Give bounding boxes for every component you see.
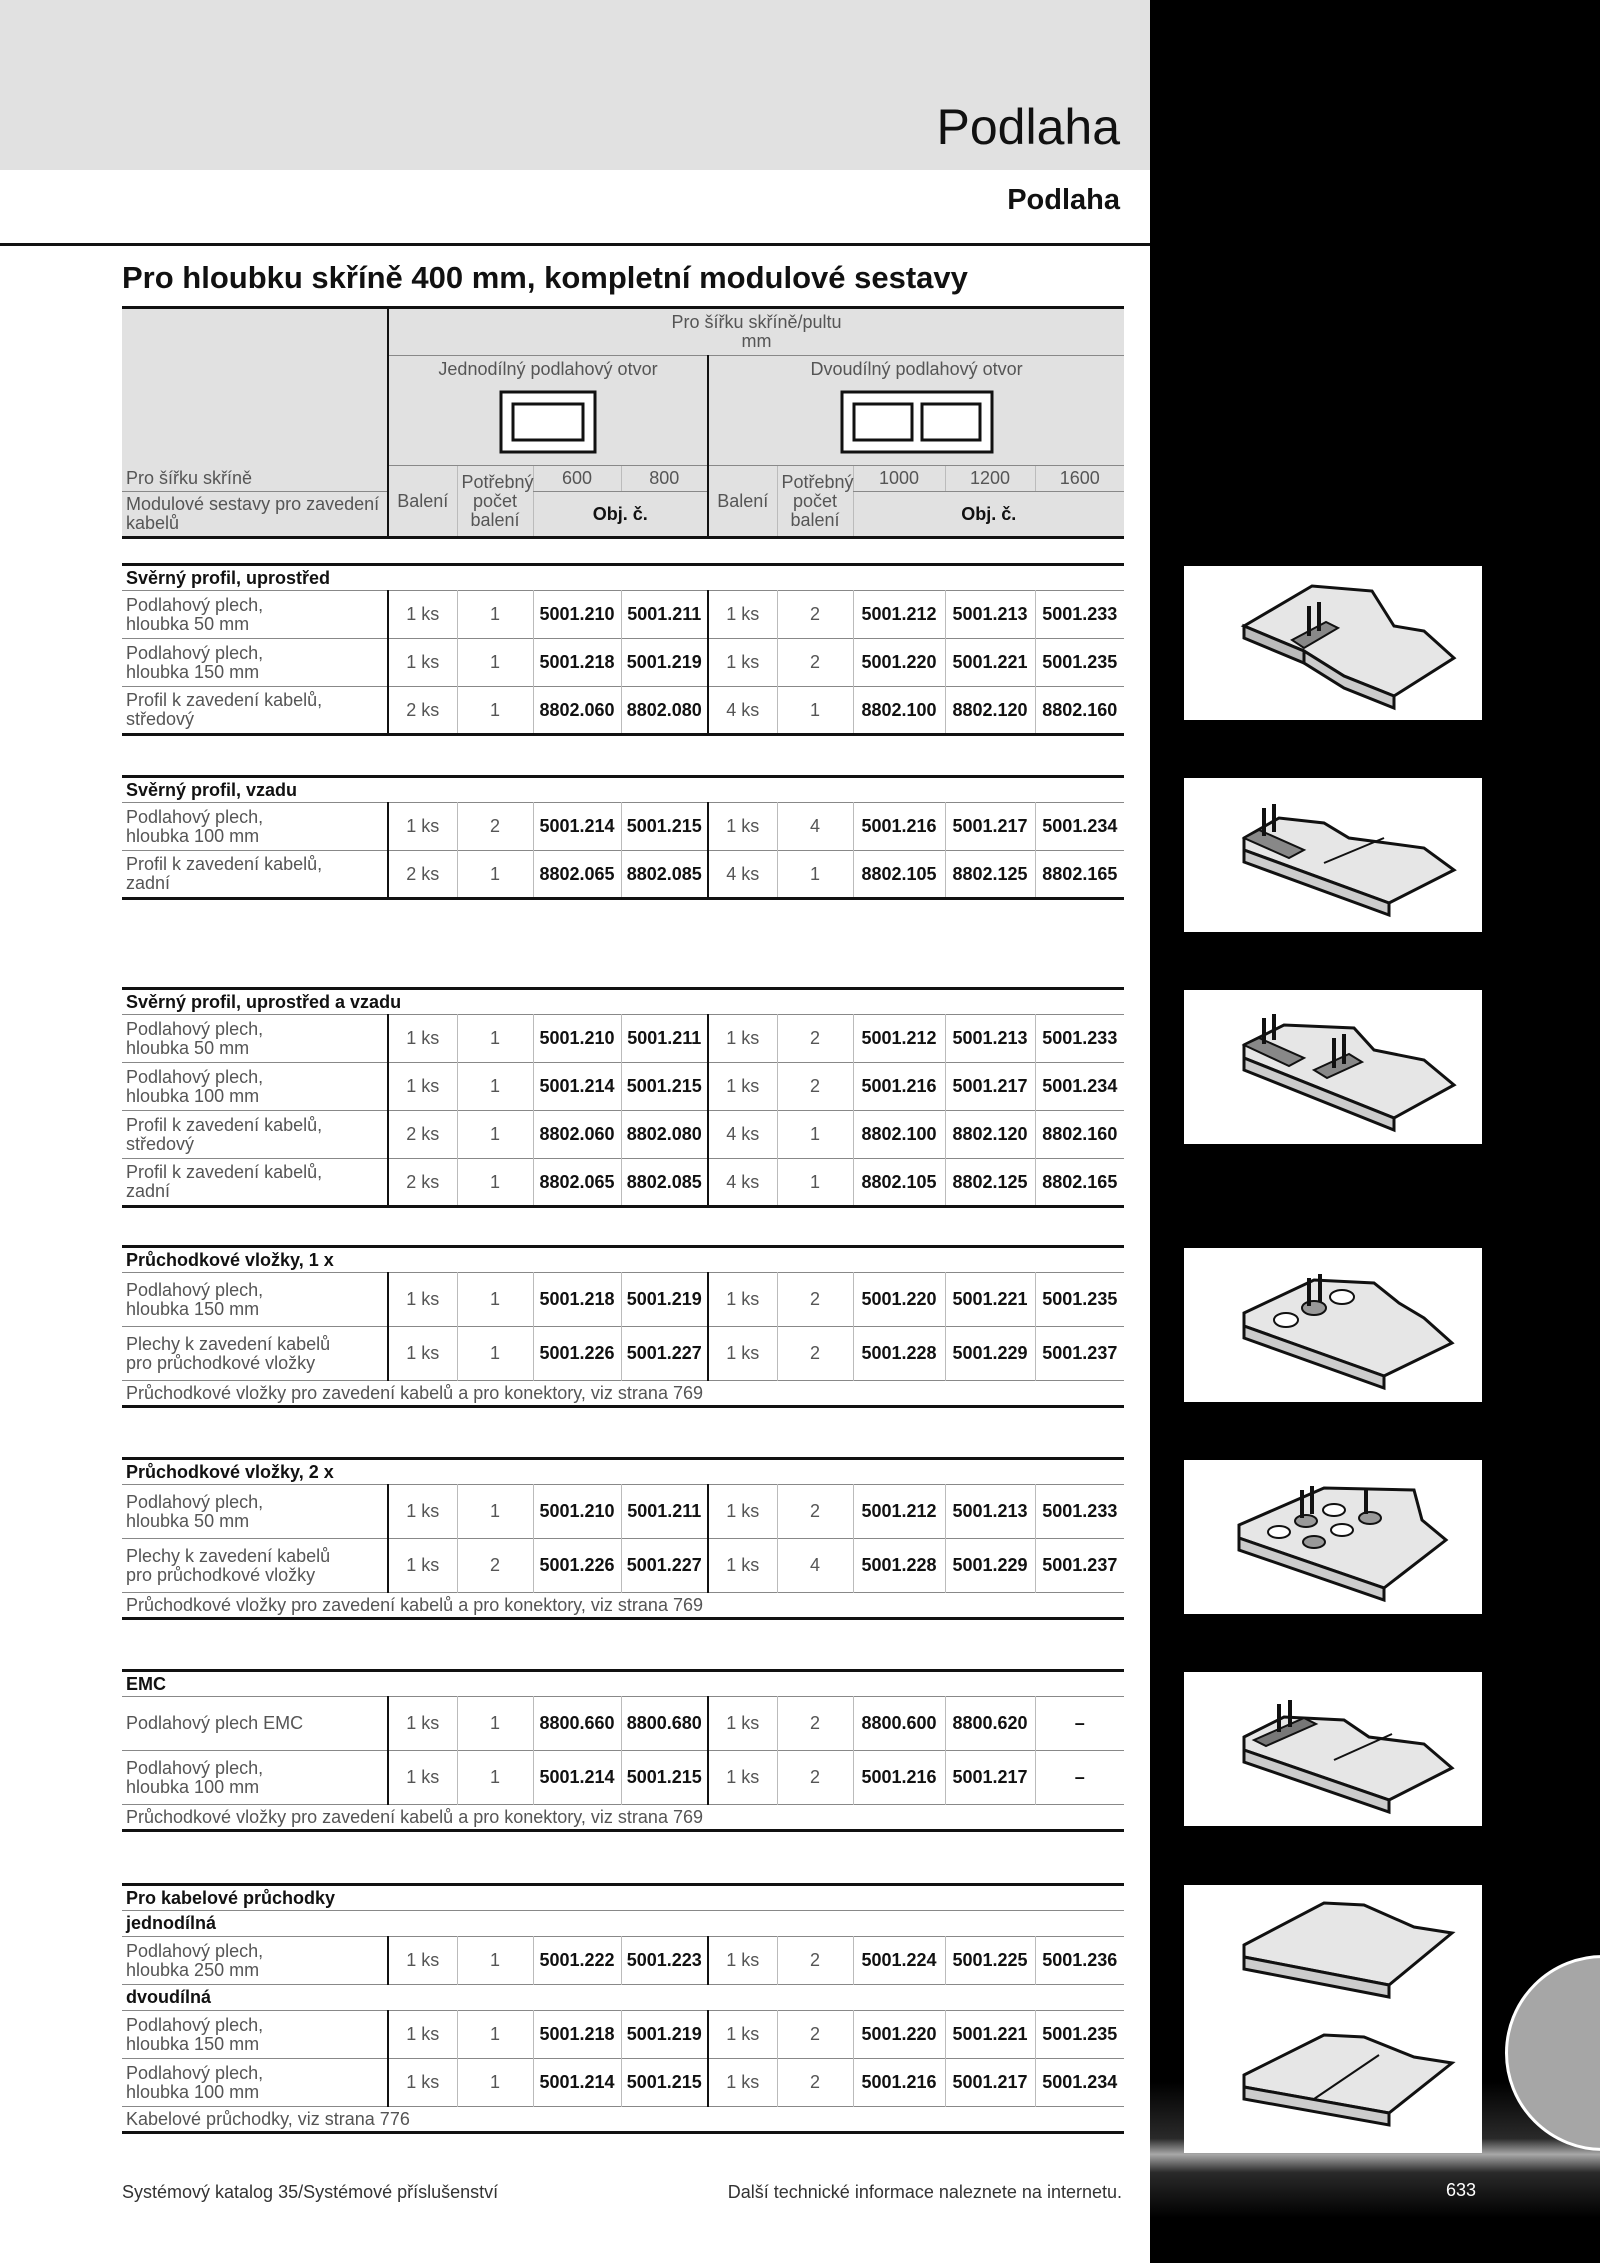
pack-count: 4 (777, 803, 853, 851)
row-width-label: Pro šířku skříně (122, 466, 388, 492)
table-row (122, 1697, 1124, 1751)
order-no: 5001.214 (533, 2059, 621, 2107)
pack-qty: 4 ks (726, 699, 760, 720)
footer-left: Systémový katalog 35/Systémové příslušenství (122, 2182, 499, 2202)
order-no: 8802.060 (533, 687, 621, 735)
order-no: – (1035, 1697, 1124, 1751)
section-table (122, 1245, 1124, 1408)
table-row (122, 687, 1124, 735)
subsection-heading: dvoudílná (126, 1987, 211, 2007)
floor-plate-center-rear-clamp-illustration (1184, 990, 1482, 1144)
pack-qty: 1 ks (406, 1289, 440, 1309)
order-no: 5001.219 (621, 639, 708, 687)
section-note: Průchodkové vložky pro zavedení kabelů a pro konektory, viz strana 769 (126, 1382, 703, 1403)
order-no: 5001.214 (533, 803, 621, 851)
table-row (122, 639, 1124, 687)
row-label: Podlahový plech, hloubka 50 mm (122, 1485, 388, 1539)
row-label: Podlahový plech, hloubka 50 mm (122, 591, 388, 639)
pack-count: 2 (457, 1539, 533, 1593)
order-no: 5001.228 (853, 1539, 945, 1593)
order-no: 5001.216 (853, 2059, 945, 2107)
pack-qty: 1 ks (406, 652, 440, 672)
pack-count: 2 (777, 639, 853, 687)
section-table (122, 1457, 1124, 1620)
footer-right: Další technické informace naleznete na internetu. (727, 2182, 1122, 2202)
order-no: 5001.226 (533, 1327, 621, 1381)
pack-qty: 2 ks (406, 863, 440, 884)
row-label: Podlahový plech EMC (122, 1697, 388, 1751)
pack-count: 1 (777, 687, 853, 735)
order-no: 5001.234 (1035, 1063, 1124, 1111)
pack-count: 1 (457, 851, 533, 899)
product-image (1184, 566, 1482, 720)
row-label: Podlahový plech, hloubka 150 mm (122, 639, 388, 687)
order-no: 5001.217 (945, 1063, 1035, 1111)
pack-count: 1 (457, 1063, 533, 1111)
table-row (122, 1485, 1124, 1539)
section-table (122, 1669, 1124, 1832)
order-no: 5001.236 (1035, 1937, 1124, 1985)
order-no: 8802.065 (533, 851, 621, 899)
order-no: 5001.219 (621, 2011, 708, 2059)
pack-count: 1 (457, 1937, 533, 1985)
order-no: 5001.220 (853, 2011, 945, 2059)
page-subtitle: Podlaha (1007, 184, 1120, 216)
order-no: 8802.065 (533, 1159, 621, 1207)
subsection-heading: jednodílná (126, 1913, 216, 1933)
table-row (122, 2011, 1124, 2059)
pack-count: 2 (457, 803, 533, 851)
order-no: 5001.211 (621, 1485, 708, 1539)
floor-plate-cable-gland-illustration (1184, 1885, 1482, 2153)
order-no: 5001.211 (621, 591, 708, 639)
order-no: 5001.217 (945, 803, 1035, 851)
pack-qty: 1 ks (726, 1076, 760, 1096)
order-no: 8800.620 (945, 1697, 1035, 1751)
pack-qty: 4 ks (726, 1124, 760, 1144)
pack-qty: 1 ks (406, 816, 440, 836)
table-row (122, 1273, 1124, 1327)
pack-count: 2 (777, 591, 853, 639)
order-no: 8802.160 (1035, 687, 1124, 735)
order-no: 5001.221 (945, 1273, 1035, 1327)
row-label: Podlahový plech, hloubka 50 mm (122, 1015, 388, 1063)
floor-plate-grommet-1x-illustration (1184, 1248, 1482, 1402)
order-no: 5001.212 (853, 1485, 945, 1539)
row-label: Podlahový plech, hloubka 150 mm (122, 1273, 388, 1327)
pack-count: 1 (777, 851, 853, 899)
pack-count: 2 (777, 1063, 853, 1111)
pack-qty: 1 ks (726, 652, 760, 672)
pack-qty: 1 ks (726, 1555, 760, 1575)
pack-count: 1 (457, 2059, 533, 2107)
order-no: 5001.234 (1035, 2059, 1124, 2107)
pack-count: 2 (777, 1937, 853, 1985)
order-no: 5001.227 (621, 1327, 708, 1381)
order-no: 5001.222 (533, 1937, 621, 1985)
section-table (122, 563, 1124, 736)
header-single: Jednodílný podlahový otvor (388, 356, 708, 384)
order-no: 8800.600 (853, 1697, 945, 1751)
order-no: 8802.125 (945, 851, 1035, 899)
order-no: 5001.220 (853, 639, 945, 687)
order-no: 5001.224 (853, 1937, 945, 1985)
pack-count: 1 (457, 687, 533, 735)
row-label: Plechy k zavedení kabelů pro průchodkové vložky (122, 1327, 388, 1381)
pack-qty: 1 ks (726, 604, 760, 624)
order-no: 5001.226 (533, 1539, 621, 1593)
row-label: Profil k zavedení kabelů, středový (122, 1111, 388, 1159)
header-double: Dvoudílný podlahový otvor (708, 356, 1124, 384)
baleni-header: Balení (388, 466, 457, 538)
pack-count: 1 (457, 1751, 533, 1805)
title-rule (0, 243, 1150, 246)
table-row (122, 1159, 1124, 1207)
table-row (122, 2059, 1124, 2107)
product-image (1184, 1248, 1482, 1402)
pack-qty: 1 ks (726, 1767, 760, 1787)
floor-plate-center-clamp-illustration (1184, 566, 1482, 720)
pack-qty: 1 ks (406, 1343, 440, 1363)
page-number: 633 (1446, 2180, 1477, 2200)
pack-qty: 2 ks (406, 1171, 440, 1192)
pack-qty: 1 ks (406, 1713, 440, 1733)
table-row (122, 1539, 1124, 1593)
pack-qty: 1 ks (406, 1950, 440, 1970)
row-label: Profil k zavedení kabelů, zadní (122, 851, 388, 899)
order-no: 5001.210 (533, 1015, 621, 1063)
order-no: 8802.085 (621, 1159, 708, 1207)
table-row (122, 591, 1124, 639)
pack-qty: 1 ks (726, 2072, 760, 2092)
order-no: 5001.217 (945, 1751, 1035, 1805)
order-no: – (1035, 1751, 1124, 1805)
pack-count: 2 (777, 2059, 853, 2107)
pack-count: 2 (777, 1485, 853, 1539)
pack-qty: 1 ks (406, 2024, 440, 2044)
pack-qty: 1 ks (726, 1289, 760, 1309)
section-table (122, 775, 1124, 900)
order-no: 8802.165 (1035, 851, 1124, 899)
pack-count: 1 (457, 1159, 533, 1207)
objc-header: Obj. č. (533, 492, 708, 538)
pack-count: 1 (457, 1273, 533, 1327)
row-label: Podlahový plech, hloubka 100 mm (122, 1063, 388, 1111)
section-note: Průchodkové vložky pro zavedení kabelů a pro konektory, viz strana 769 (126, 1594, 703, 1615)
order-no: 5001.210 (533, 1485, 621, 1539)
table-row (122, 803, 1124, 851)
order-no: 8802.080 (621, 1111, 708, 1159)
section-heading: Svěrný profil, uprostřed a vzadu (126, 991, 402, 1012)
order-no: 5001.215 (621, 1751, 708, 1805)
pack-qty: 4 ks (726, 1171, 760, 1192)
table-row (122, 1111, 1124, 1159)
pack-qty: 1 ks (726, 1343, 760, 1363)
table-row (122, 1327, 1124, 1381)
pack-count: 2 (777, 1327, 853, 1381)
order-no: 5001.219 (621, 1273, 708, 1327)
section-heading: Pro kabelové průchodky (126, 1887, 336, 1908)
pack-qty: 2 ks (406, 699, 440, 720)
pack-count: 1 (457, 2011, 533, 2059)
order-no: 5001.215 (621, 2059, 708, 2107)
order-no: 8802.085 (621, 851, 708, 899)
pack-count: 1 (457, 591, 533, 639)
order-no: 8802.120 (945, 1111, 1035, 1159)
pack-count: 2 (777, 1751, 853, 1805)
section-heading: Svěrný profil, uprostřed (126, 567, 331, 588)
pack-count: 1 (457, 1015, 533, 1063)
row-label: Plechy k zavedení kabelů pro průchodkové vložky (122, 1539, 388, 1593)
order-no: 5001.216 (853, 1751, 945, 1805)
row-label: Profil k zavedení kabelů, středový (122, 687, 388, 735)
pack-qty: 1 ks (406, 1501, 440, 1521)
order-no: 5001.235 (1035, 2011, 1124, 2059)
order-no: 8802.060 (533, 1111, 621, 1159)
order-no: 5001.228 (853, 1327, 945, 1381)
order-no: 5001.218 (533, 639, 621, 687)
pack-count: 1 (457, 639, 533, 687)
section-note: Průchodkové vložky pro zavedení kabelů a pro konektory, viz strana 769 (126, 1806, 703, 1827)
pack-qty: 1 ks (406, 1555, 440, 1575)
pack-count: 1 (457, 1327, 533, 1381)
table-row (122, 851, 1124, 899)
section-note: Kabelové průchodky, viz strana 776 (126, 2108, 410, 2129)
row-label: Podlahový plech, hloubka 150 mm (122, 2011, 388, 2059)
order-no: 5001.212 (853, 1015, 945, 1063)
order-no: 5001.220 (853, 1273, 945, 1327)
order-no: 8800.680 (621, 1697, 708, 1751)
row-label: Podlahový plech, hloubka 100 mm (122, 1751, 388, 1805)
pack-count: 2 (777, 1273, 853, 1327)
product-image (1184, 1885, 1482, 2153)
order-no: 8802.105 (853, 851, 945, 899)
table-row (122, 1015, 1124, 1063)
row-label: Podlahový plech, hloubka 100 mm (122, 2059, 388, 2107)
pack-count: 1 (777, 1111, 853, 1159)
row-label: Podlahový plech, hloubka 250 mm (122, 1937, 388, 1985)
single-opening-icon (499, 390, 597, 454)
pack-count: 4 (777, 1539, 853, 1593)
order-no: 5001.227 (621, 1539, 708, 1593)
pack-qty: 1 ks (406, 1767, 440, 1787)
section-heading: Svěrný profil, vzadu (126, 779, 298, 800)
row-label: Podlahový plech, hloubka 100 mm (122, 803, 388, 851)
order-no: 5001.221 (945, 2011, 1035, 2059)
order-no: 5001.234 (1035, 803, 1124, 851)
order-no: 5001.211 (621, 1015, 708, 1063)
order-no: 5001.212 (853, 591, 945, 639)
pack-count: 1 (457, 1111, 533, 1159)
pack-qty: 1 ks (726, 1713, 760, 1733)
pack-qty: 1 ks (406, 1028, 440, 1048)
pack-qty: 1 ks (406, 604, 440, 624)
section-heading: EMC (126, 1673, 166, 1694)
floor-plate-grommet-2x-illustration (1184, 1460, 1482, 1614)
product-image (1184, 1672, 1482, 1826)
page-title: Podlaha (936, 99, 1120, 155)
order-no: 8802.080 (621, 687, 708, 735)
order-no: 5001.216 (853, 803, 945, 851)
double-opening-icon (840, 390, 994, 454)
order-no: 5001.223 (621, 1937, 708, 1985)
floor-plate-rear-clamp-illustration (1184, 778, 1482, 932)
potrebny-header: Potřebný počet balení (457, 466, 533, 538)
pack-qty: 1 ks (406, 1076, 440, 1096)
order-no: 5001.215 (621, 803, 708, 851)
product-image (1184, 1460, 1482, 1614)
product-image (1184, 778, 1482, 932)
table-row (122, 1751, 1124, 1805)
section-heading: Průchodkové vložky, 2 x (126, 1461, 334, 1482)
order-no: 5001.216 (853, 1063, 945, 1111)
row-modules-label: Modulové sestavy pro zavedení kabelů (122, 492, 388, 538)
section-table (122, 1883, 1124, 2134)
header-table: Pro šířku skříně/pultu mm Jednodílný podlahový otvor Dvoudílný podlahový otvor Pro šířku skříně Balení Potřebný počet balení 600 800 Balení Potřebný počet balení 1000 1200 1600 Modulové sestavy pro zavedení kabelů Obj. č. Obj. č. (122, 306, 1124, 539)
order-no: 5001.225 (945, 1937, 1035, 1985)
order-no: 5001.218 (533, 1273, 621, 1327)
order-no: 5001.221 (945, 639, 1035, 687)
order-no: 5001.233 (1035, 591, 1124, 639)
pack-qty: 4 ks (726, 863, 760, 884)
order-no: 8802.120 (945, 687, 1035, 735)
pack-qty: 2 ks (406, 1124, 440, 1144)
order-no: 5001.233 (1035, 1485, 1124, 1539)
pack-count: 2 (777, 1697, 853, 1751)
order-no: 5001.235 (1035, 1273, 1124, 1327)
order-no: 5001.214 (533, 1751, 621, 1805)
order-no: 5001.213 (945, 1015, 1035, 1063)
pack-qty: 1 ks (726, 1501, 760, 1521)
order-no: 5001.217 (945, 2059, 1035, 2107)
section-heading: Průchodkové vložky, 1 x (126, 1249, 334, 1270)
order-no: 5001.210 (533, 591, 621, 639)
order-no: 5001.218 (533, 2011, 621, 2059)
order-no: 5001.213 (945, 1485, 1035, 1539)
pack-qty: 1 ks (726, 2024, 760, 2044)
product-image (1184, 990, 1482, 1144)
table-row (122, 1937, 1124, 1985)
pack-count: 2 (777, 1015, 853, 1063)
pack-count: 1 (457, 1697, 533, 1751)
pack-qty: 1 ks (726, 816, 760, 836)
pack-qty: 1 ks (726, 1950, 760, 1970)
order-no: 5001.235 (1035, 639, 1124, 687)
order-no: 5001.237 (1035, 1327, 1124, 1381)
pack-qty: 1 ks (726, 1028, 760, 1048)
pack-qty: 1 ks (406, 2072, 440, 2092)
order-no: 8800.660 (533, 1697, 621, 1751)
order-no: 5001.229 (945, 1539, 1035, 1593)
pack-count: 1 (457, 1485, 533, 1539)
order-no: 8802.125 (945, 1159, 1035, 1207)
order-no: 8802.165 (1035, 1159, 1124, 1207)
table-row (122, 1063, 1124, 1111)
header-group: Pro šířku skříně/pultu mm (388, 308, 1124, 356)
section-title: Pro hloubku skříně 400 mm, kompletní modulové sestavy (122, 260, 968, 295)
order-no: 5001.214 (533, 1063, 621, 1111)
order-no: 5001.213 (945, 591, 1035, 639)
order-no: 8802.105 (853, 1159, 945, 1207)
order-no: 8802.100 (853, 687, 945, 735)
order-no: 8802.160 (1035, 1111, 1124, 1159)
floor-plate-emc-illustration (1184, 1672, 1482, 1826)
pack-count: 1 (777, 1159, 853, 1207)
section-table (122, 987, 1124, 1208)
order-no: 8802.100 (853, 1111, 945, 1159)
row-label: Profil k zavedení kabelů, zadní (122, 1159, 388, 1207)
order-no: 5001.229 (945, 1327, 1035, 1381)
order-no: 5001.215 (621, 1063, 708, 1111)
order-no: 5001.237 (1035, 1539, 1124, 1593)
pack-count: 2 (777, 2011, 853, 2059)
order-no: 5001.233 (1035, 1015, 1124, 1063)
